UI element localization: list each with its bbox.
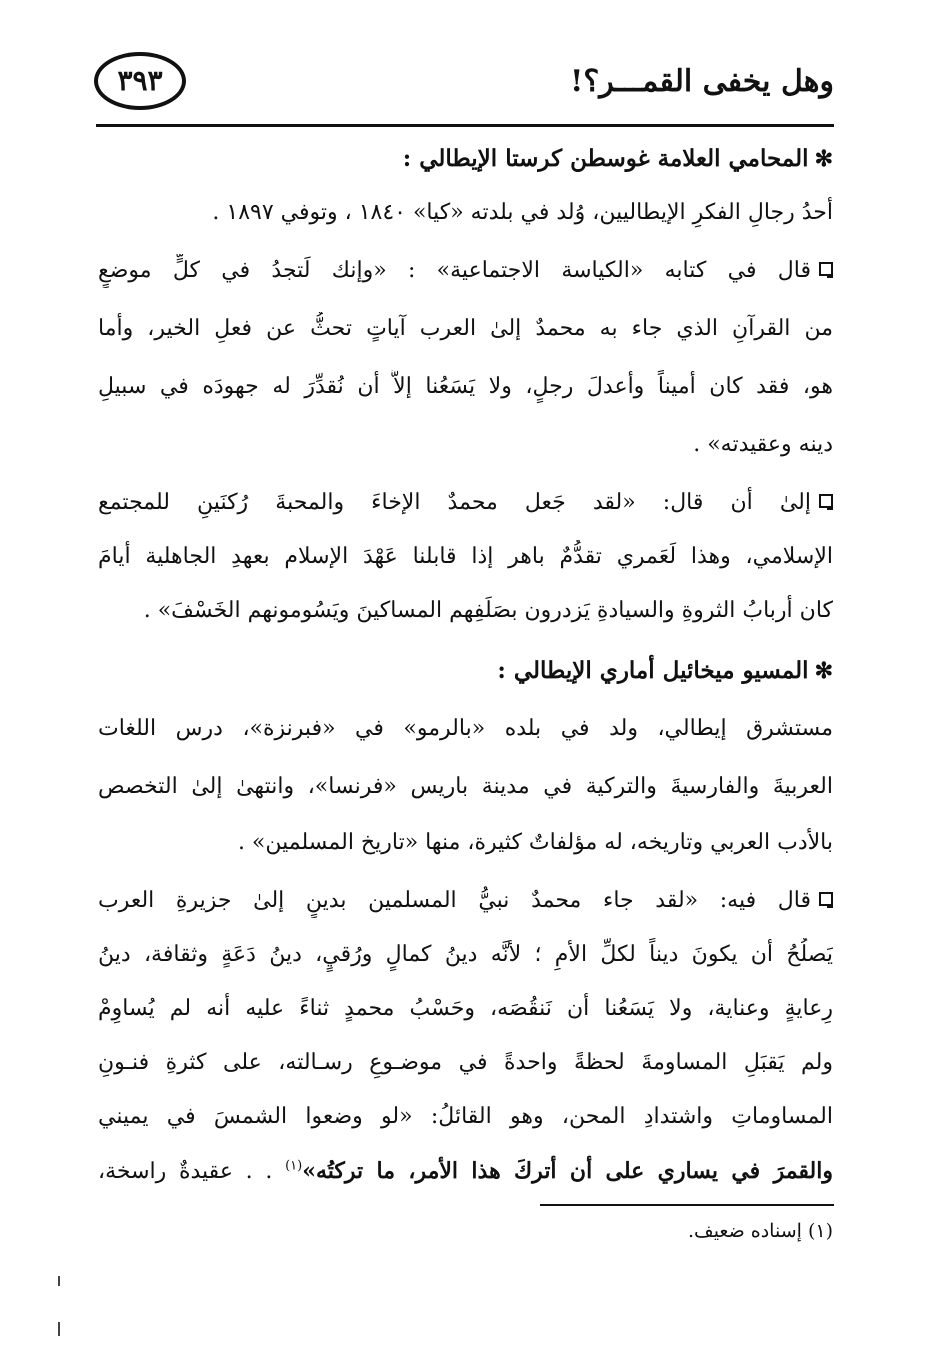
page-number: ٣٩٣ (117, 64, 163, 97)
quote-marker-icon (819, 892, 833, 906)
quote-marker-icon (819, 262, 833, 276)
paragraph-line: قال فيه: «لقد جاء محمدٌ نبيُّ المسلمين بدينٍ إلىٰ جزيرةِ العرب (98, 884, 833, 918)
quote-text: والقمرَ في يساري على أن أتركَ هذا الأمر، ما تركتُه» (302, 1158, 833, 1184)
section-heading: ✻المحامي العلامة غوسطن كرستا الإيطالي : (402, 145, 833, 172)
paragraph-line: بالأدب العربي وتاريخه، له مؤلفاتٌ كثيرة، منها «تاريخ المسلمين» . (237, 830, 833, 855)
paragraph-line: كان أربابُ الثروةِ والسيادةِ يَزدرون بصَلَفِهم المساكينَ ويَسُومونهم الخَسْفَ» . (143, 598, 833, 623)
paragraph-line: دينه وعقيدته» . (693, 432, 833, 457)
paragraph-line: المساوماتِ واشتدادِ المحن، وهو القائلُ: «لو وضعوا الشمسَ في يميني (98, 1104, 833, 1129)
page-header (94, 52, 834, 126)
paragraph-line: مستشرق إيطالي، ولد في بلده «بالرمو» في «فبرنزة»، درس اللغات (98, 716, 833, 741)
continuation-text: . . عقيدةٌ راسخة، (98, 1159, 273, 1184)
paragraph-line: من القرآنِ الذي جاء به محمدٌ إلىٰ العرب آياتٍ تحثُّ عن فعلِ الخير، وأما (98, 316, 833, 341)
paragraph-line: قال في كتابه «الكياسة الاجتماعية» : «وإنك لَتجدُ في كلٍّ موضعٍ (98, 254, 833, 288)
paragraph-line: أحدُ رجالِ الفكرِ الإيطاليين، وُلد في بلدته «كيا» ١٨٤٠ ، وتوفي ١٨٩٧ . (212, 200, 833, 225)
paragraph-line: إلىٰ أن قال: «لقد جَعل محمدٌ الإخاءَ والمحبةَ رُكنَينِ للمجتمع (98, 486, 833, 520)
paragraph-line: الإسلامي، وهذا لَعَمري تقدُّمٌ باهر إذا قابلنا عَهْدَ الإسلام بعهدِ الجاهلية أيامَ (98, 544, 833, 569)
paragraph-line (98, 1154, 833, 1188)
margin-mark (58, 1276, 60, 1286)
paragraph-line: العربيةَ والفارسيةَ والتركية في مدينة باريس «فرنسا»، وانتهىٰ إلىٰ التخصص (98, 774, 833, 799)
running-title: وهل يخفى القمـــر؟! (570, 64, 834, 99)
asterisk-icon: ✻ (814, 658, 833, 684)
paragraph-line: هو، فقد كان أميناً وأعدلَ رجلٍ، ولا يَسَعُنا إلاَّ أن نُقدِّرَ له جهودَه في سبيلِ (98, 374, 833, 399)
paragraph-line: ولم يَقبَلِ المساومةَ لحظةً واحدةً في موضـوعِ رسـالته، على كثرةِ فنـونِ (98, 1050, 833, 1075)
asterisk-icon: ✻ (814, 146, 833, 172)
page-number-badge (94, 52, 186, 110)
margin-mark (58, 1322, 60, 1336)
paragraph-line: يَصلُحُ أن يكونَ ديناً لكلِّ الأمِ ؛ لأنَّه دينُ كمالٍ ورُقيٍ، دينُ دَعَةٍ وثقافة، دينُ (98, 942, 833, 967)
section-heading: ✻المسيو ميخائيل أماري الإيطالي : (497, 657, 833, 684)
footnote-divider (540, 1204, 834, 1206)
quote-marker-icon (819, 494, 833, 508)
footnote-reference: (١) (285, 1158, 303, 1174)
paragraph-line: رِعايةٍ وعناية، ولا يَسَعُنا أن نَنقُصَه، وحَسْبُ محمدٍ ثناءً عليه أنه لم يُساوِمْ (98, 996, 833, 1021)
header-divider (96, 124, 834, 127)
footnote: (١) إسناده ضعيف. (687, 1220, 833, 1242)
